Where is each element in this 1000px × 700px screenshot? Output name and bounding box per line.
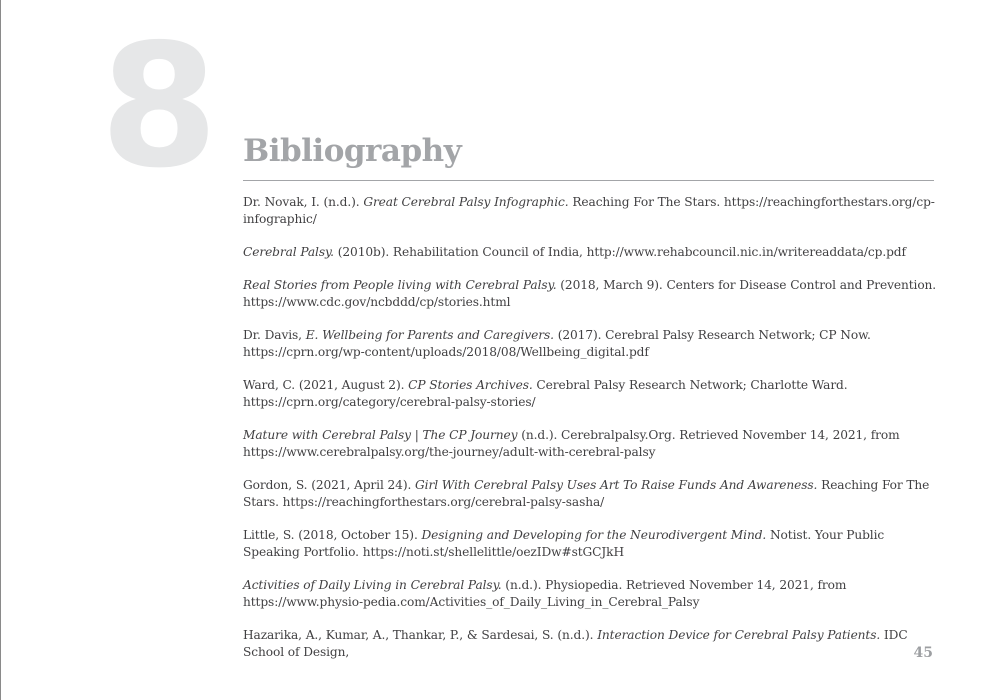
entry-title: E. Wellbeing for Parents and Caregivers. <box>305 328 554 342</box>
entry-authors: Dr. Davis, <box>243 328 306 342</box>
entry-source: (2017). Cerebral Palsy Research Network; CP Now. https://cprn.org/wp-content/uploads/2018/08/Wellbeing_digital.pdf <box>243 328 871 359</box>
bibliography-entry <box>243 477 943 511</box>
bibliography-entry <box>243 427 943 461</box>
bibliography-entry <box>243 277 943 311</box>
title-divider <box>243 180 934 181</box>
bibliography-entry <box>243 194 943 228</box>
entry-source: Reaching For The Stars. https://reachingforthestars.org/cerebral-palsy-sasha/ <box>243 478 930 509</box>
entry-authors: Little, S. (2018, October 15). <box>243 528 422 542</box>
entry-source: (2010b). Rehabilitation Council of India, http://www.rehabcouncil.nic.in/writereaddata/cp.pdf <box>333 245 906 259</box>
entry-source: (2018, March 9). Centers for Disease Control and Prevention. https://www.cdc.gov/ncbddd/cp/stories.html <box>243 278 937 309</box>
page-number: 45 <box>913 645 933 661</box>
entry-title: Great Cerebral Palsy Infographic. <box>363 195 569 209</box>
bibliography-entry <box>243 577 943 611</box>
entry-title: Activities of Daily Living in Cerebral Palsy. <box>243 578 502 592</box>
entry-source: (n.d.). Physiopedia. Retrieved November 14, 2021, from https://www.physio-pedia.com/Activities_of_Daily_Living_in_Cerebral_Palsy <box>243 578 847 609</box>
entry-source: Notist. Your Public Speaking Portfolio. https://noti.st/shellelittle/oezIDw#stGCJkH <box>243 528 885 559</box>
entry-title: CP Stories Archives. <box>408 378 533 392</box>
bibliography-entry <box>243 244 943 261</box>
entry-source: (n.d.). Cerebralpalsy.Org. Retrieved November 14, 2021, from https://www.cerebralpalsy.org/the-journey/adult-with-cerebral-palsy <box>243 428 900 459</box>
entry-source: IDC School of Design, <box>243 628 908 659</box>
bibliography-entry <box>243 327 943 361</box>
entry-title: Interaction Device for Cerebral Palsy Patients. <box>597 628 881 642</box>
entry-title: Real Stories from People living with Cerebral Palsy. <box>243 278 557 292</box>
entry-title: Girl With Cerebral Palsy Uses Art To Raise Funds And Awareness. <box>415 478 818 492</box>
section-title: Bibliography <box>243 133 462 169</box>
entry-title: Mature with Cerebral Palsy | The CP Journey <box>243 428 518 442</box>
chapter-number: 8 <box>100 8 215 206</box>
entry-authors: Dr. Novak, I. (n.d.). <box>243 195 364 209</box>
bibliography-entry <box>243 627 943 661</box>
bibliography-entry <box>243 527 943 561</box>
bibliography-entry <box>243 377 943 411</box>
entry-authors: Hazarika, A., Kumar, A., Thankar, P., & Sardesai, S. (n.d.). <box>243 628 598 642</box>
bibliography-list <box>243 194 943 677</box>
entry-source: Reaching For The Stars. https://reachingforthestars.org/cp-infographic/ <box>243 195 935 226</box>
entry-authors: Ward, C. (2021, August 2). <box>243 378 409 392</box>
entry-title: Cerebral Palsy. <box>243 245 334 259</box>
entry-source: Cerebral Palsy Research Network; Charlotte Ward. https://cprn.org/category/cerebral-palsy-stories/ <box>243 378 848 409</box>
entry-title: Designing and Developing for the Neurodivergent Mind. <box>421 528 767 542</box>
entry-authors: Gordon, S. (2021, April 24). <box>243 478 416 492</box>
page-edge <box>0 0 1 700</box>
